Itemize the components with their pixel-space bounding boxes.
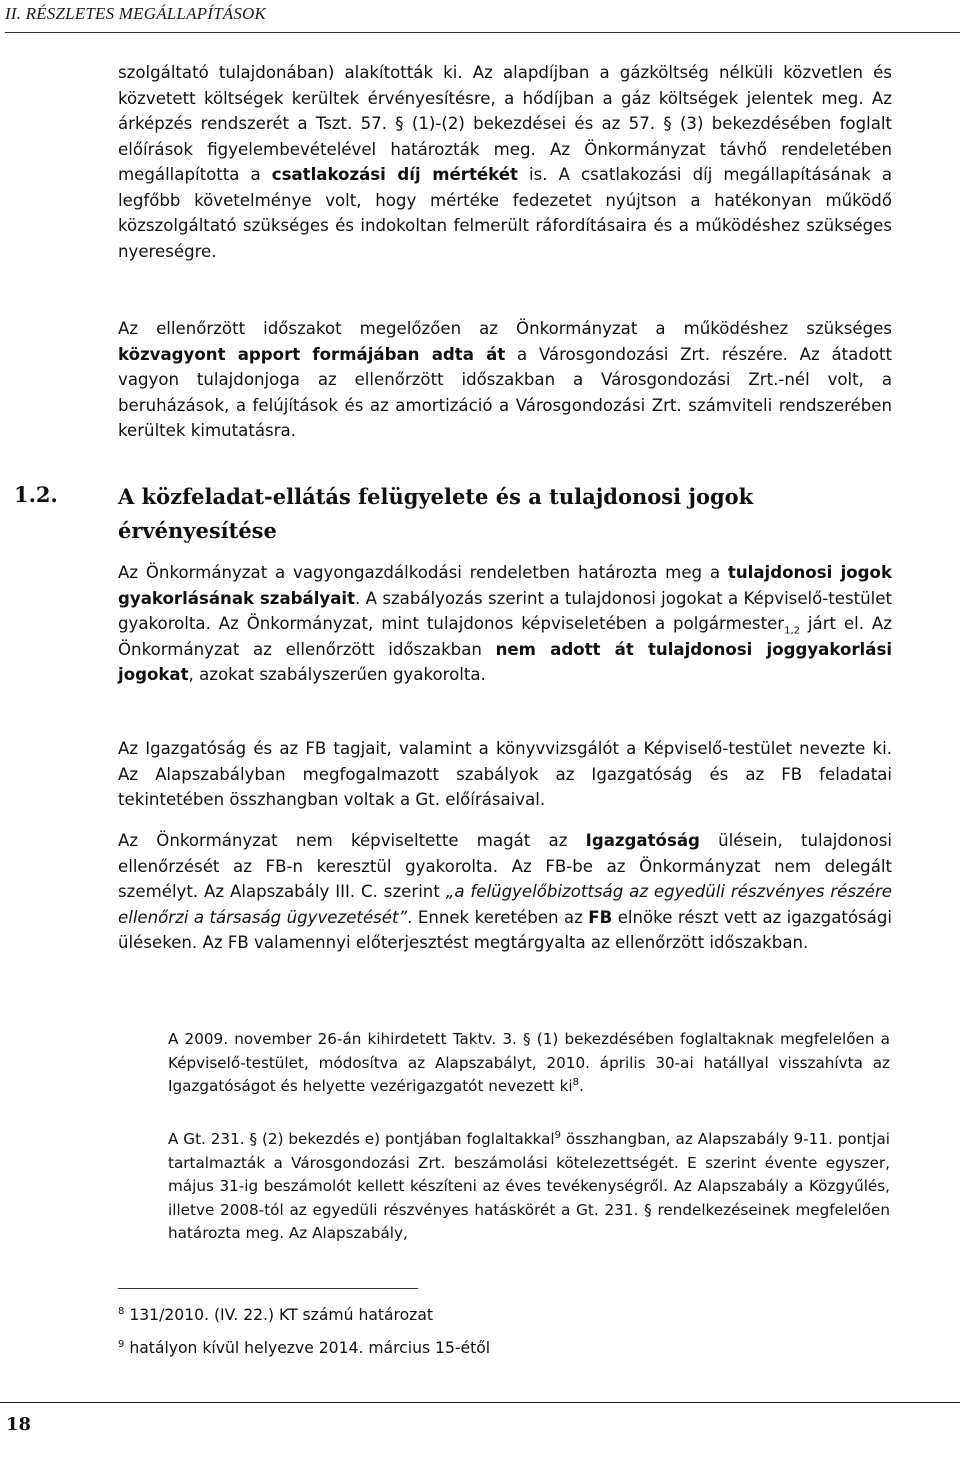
header-divider [5,32,960,33]
paragraph-text: ülésein, tulajdonosi ellenőrzését az FB-n keresztül gyakorolta. Az FB-be az Önkormányzat nem delegált személyt. Az Alapszabály III. C. szerint [118,831,892,901]
emphasis-text: csatlakozási díj mértékét [271,165,518,184]
paragraph-text: is. A csatlakozási díj megállapításának a legfőbb követelménye volt, hogy mértéke fedezetet nyújtson a hatékonyan működő közszolgáltató szükséges és indokoltan felmerült ráfordításaira és a működéshez szükséges nyereségre. [118,165,892,261]
paragraph-text: elnöke részt vett az igazgatósági üléseken. Az FB valamennyi előterjesztést megtárgyalta az ellenőrzött időszakban. [118,907,892,952]
footnote-8 [118,1304,433,1326]
footnote-9 [118,1337,490,1359]
footnote-number: 8 [118,1305,125,1317]
paragraph-text: szolgáltató tulajdonában) alakították ki. Az alapdíjban a gázköltség nélküli közvetlen és közvetett költségek kerültek érvényesítésre, a hődíjban a gáz költségek jelentek meg. Az árképzés rendszerét a Tszt. 57. § (1)-(2) bekezdései és az 57. § (3) bekezdésében foglalt előírások figyelembevételével határozták meg. Az Önkormányzat távhő rendeletében megállapította a [118,63,892,184]
quoted-text: „a felügyelőbizottság az egyedüli részvényes részére ellenőrzi a társaság ügyvezetését” [118,882,892,927]
footnote-ref: 8 [572,1076,579,1088]
footnote-text: 131/2010. (IV. 22.) KT számú határozat [129,1306,434,1324]
paragraph-text: a Városgondozási Zrt. részére. Az átadott vagyon tulajdonjoga az ellenőrzött időszakban a Városgondozási Zrt.-nél volt, a beruházások, a felújítások és az amortizáció a Városgondozási Zrt. számviteli rendszerében kerültek kimutatásra. [118,344,892,440]
running-header: II. RÉSZLETES MEGÁLLAPÍTÁSOK [5,4,267,23]
paragraph-ownership-rights [118,560,892,688]
footnote-divider [118,1288,418,1289]
note-text: A 2009. november 26-án kihirdetett Taktv. 3. § (1) bekezdésében foglaltaknak megfelelően a Képviselő-testület, módosítva az Alapszabályt, 2010. április 30-ai hatállyal visszahívta az Igazgatóságot és helyette vezérigazgatót nevezett ki [168,1030,890,1095]
note-text: A Gt. 231. § (2) bekezdés e) pontjában foglaltakkal [168,1130,555,1148]
note-gt [168,1128,890,1246]
note-taktv [168,1028,890,1099]
page-number: 18 [6,1414,32,1435]
footnote-ref: 9 [554,1129,561,1141]
emphasis-text: közvagyont apport formájában adta át [118,344,506,364]
paragraph-assets [118,316,892,444]
paragraph-board: Az Igazgatóság és az FB tagjait, valamint a könyvvizsgálót a Képviselő-testület nevezte ki. Az Alapszabályban megfogalmazott szabályok az Igazgatóság és az FB feladatai tekintetében összhangban voltak a Gt. előírásaival. [118,739,892,809]
paragraph-text: , azokat szabályszerűen gyakorolta. [188,665,486,684]
note-text: . [578,1077,584,1095]
section-number: 1.2. [14,482,58,507]
paragraph-text: Az ellenőrzött időszakot megelőzően az Önkormányzat a működéshez szükséges [118,319,892,338]
footnote-text: hatályon kívül helyezve 2014. március 15-étől [129,1339,491,1357]
section-title: A közfeladat-ellátás felügyelete és a tulajdonosi jogok érvényesítése [118,484,754,543]
paragraph-text: Az Önkormányzat a vagyongazdálkodási rendeletben határozta meg a [118,563,728,582]
paragraph-text: járt el. Az Önkormányzat az ellenőrzött időszakban [118,614,892,659]
emphasis-text: nem adott át tulajdonosi joggyakorlási jogokat [118,639,893,684]
paragraph-text: Az Önkormányzat nem képviseltette magát az [118,831,586,850]
paragraph-text: . Ennek keretében az [407,907,589,927]
footer-divider [0,1402,960,1403]
paragraph-supervision [118,828,892,956]
subscript: 1,2 [784,625,801,637]
emphasis-text: tulajdonosi jogok gyakorlásának szabályait [118,563,892,608]
emphasis-text: FB [588,907,613,927]
paragraph-tariff [118,60,892,264]
paragraph-text: . A szabályozás szerint a tulajdonosi jogokat a Képviselő-testület gyakorolta. Az Önkormányzat, mint tulajdonos képviseletében a polgármester [118,588,892,633]
emphasis-text: Igazgatóság [585,831,700,850]
note-text: összhangban, az Alapszabály 9-11. pontjai tartalmazták a Városgondozási Zrt. beszámolási kötelezettségét. E szerint évente egyszer, május 31-ig beszámolót kellett készíteni az éves tevékenységről. Az Alapszabály a Közgyűlés, illetve 2008-tól az egyedüli részvényes hatáskörét a Gt. 231. § rendelkezéseinek megfelelően határozta meg. Az Alapszabály, [168,1130,890,1242]
footnote-number: 9 [118,1338,125,1350]
